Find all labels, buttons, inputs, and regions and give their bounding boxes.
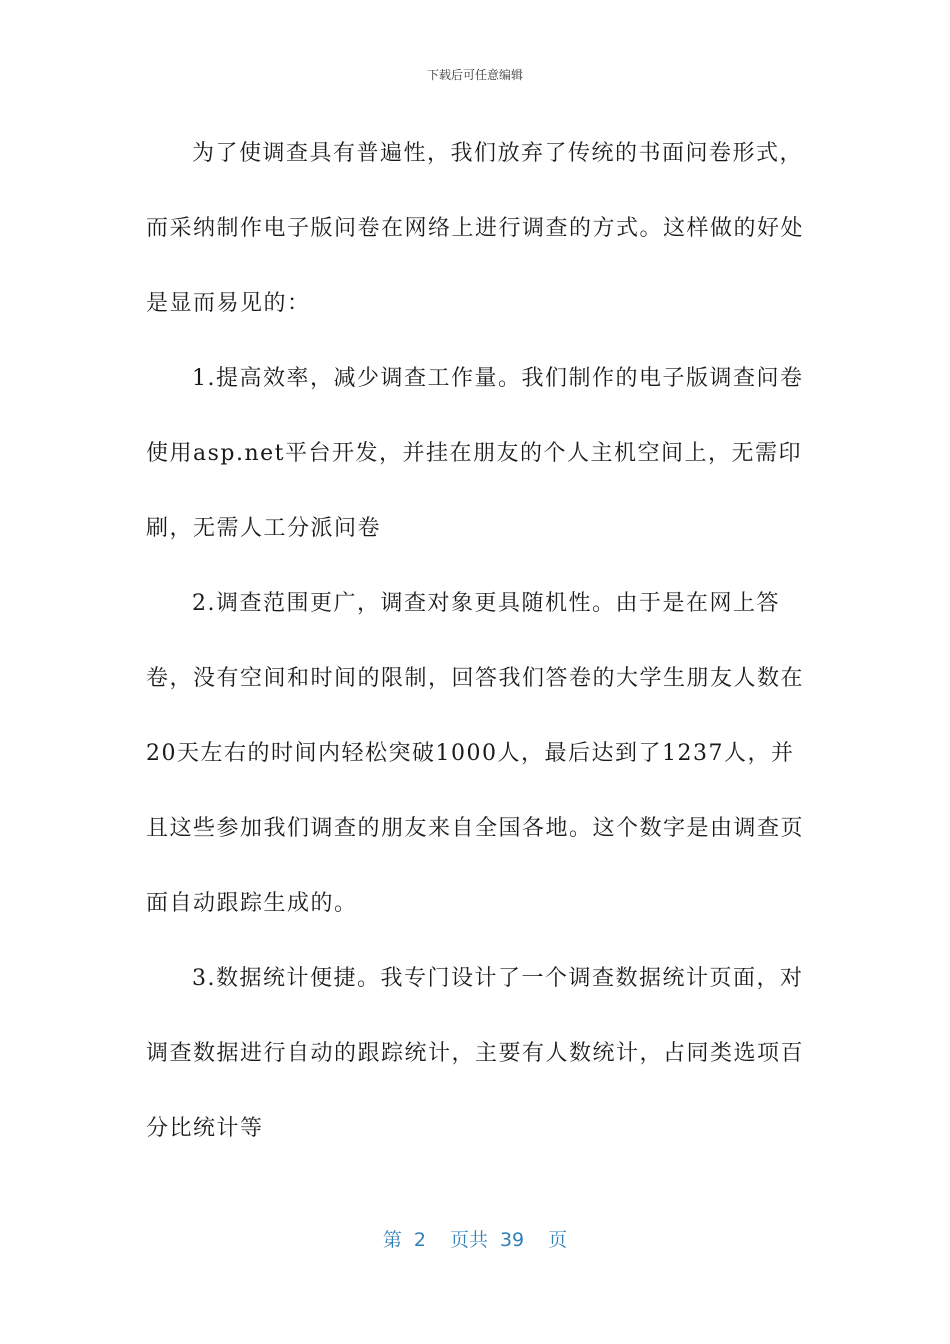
paragraph-point-1: 1.提高效率，减少调查工作量。我们制作的电子版调查问卷使用asp.net平台开发，并挂在朋友的个人主机空间上，无需印刷，无需人工分派问卷 [146,366,804,541]
footer-suffix: 页 [548,1229,568,1251]
document-body [146,116,806,1166]
paragraph-intro: 为了使调查具有普遍性，我们放弃了传统的书面问卷形式，而采纳制作电子版问卷在网络上进行调查的方式。这样做的好处是显而易见的： [146,141,805,316]
paragraph-point-2: 2.调查范围更广，调查对象更具随机性。由于是在网上答卷，没有空间和时间的限制，回答我们答卷的大学生朋友人数在20天左右的时间内轻松突破1000人，最后达到了1237人，并且这些参加我们调查的朋友来自全国各地。这个数字是由调查页面自动跟踪生成的。 [146,591,805,916]
footer-prefix: 第 [382,1229,402,1251]
paragraph-point-3: 3.数据统计便捷。我专门设计了一个调查数据统计页面，对调查数据进行自动的跟踪统计，主要有人数统计，占同类选项百分比统计等 [146,966,805,1141]
footer-current-page: 2 [413,1229,426,1251]
footer-total-pages: 39 [499,1229,525,1251]
header-note: 下载后可任意编辑 [426,68,523,82]
page-footer [0,1225,950,1252]
footer-middle: 页共 [449,1229,488,1251]
